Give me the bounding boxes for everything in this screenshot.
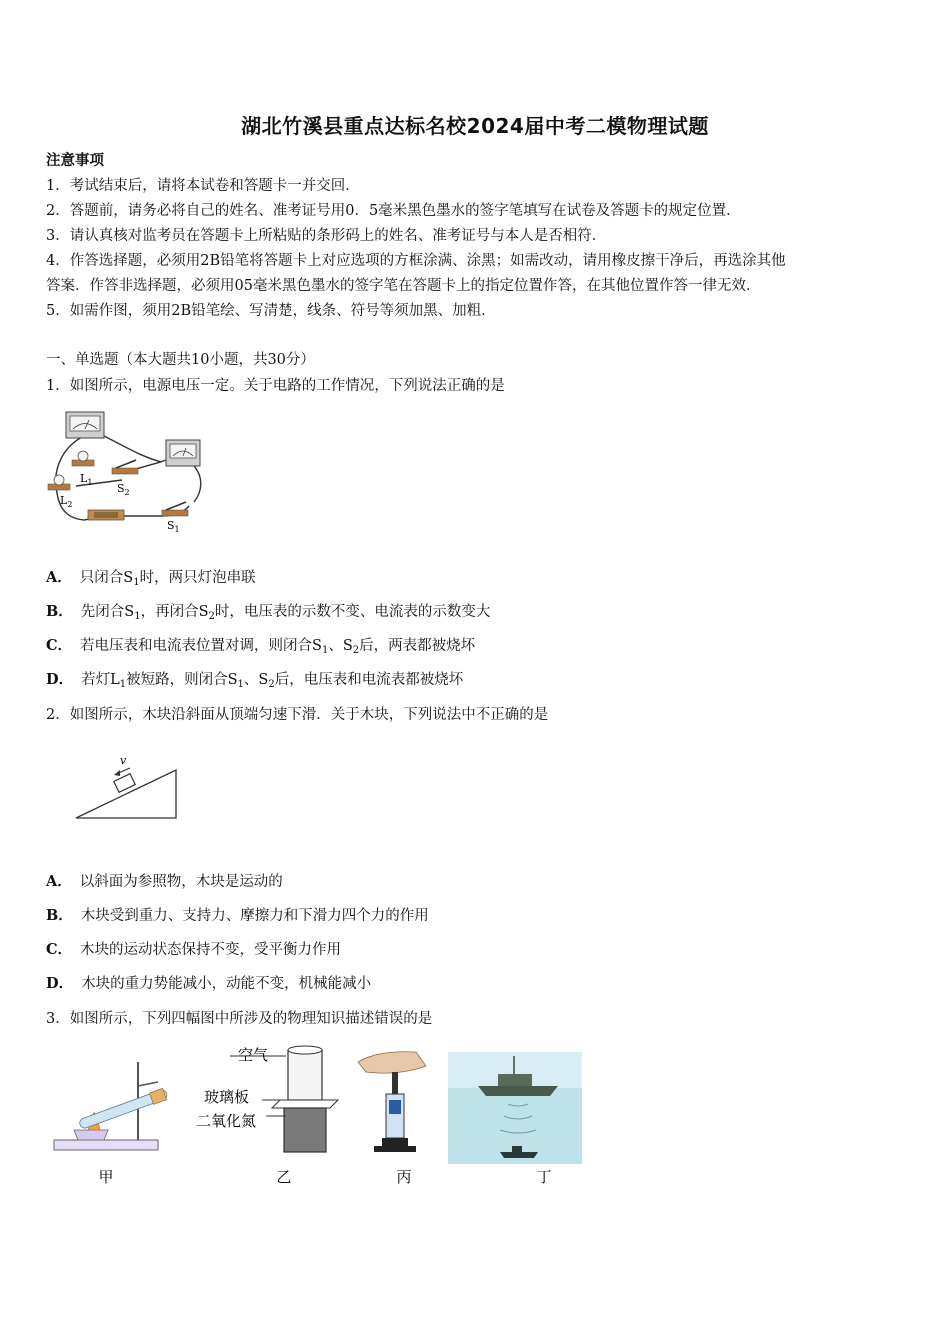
- circuit-figure: [44, 406, 214, 538]
- submarine-icon: [500, 1152, 538, 1158]
- figure-jia: [54, 1062, 169, 1150]
- hand-icon: [358, 1052, 426, 1073]
- notice-item: 2．答题前，请务必将自己的姓名、准考证号用0．5毫米黑色墨水的签字笔填写在试卷及答题卡的规定位置．: [46, 203, 741, 219]
- caption-jia: 甲: [98, 1168, 114, 1186]
- ship-icon: [478, 1086, 558, 1096]
- q2-option-b: B． 木块受到重力、支持力、摩擦力和下滑力四个力的作用: [46, 907, 429, 924]
- battery-icon: [88, 510, 124, 520]
- q1-option-c: C． 若电压表和电流表位置对调，则闭合$S_1$、$S_2$后，两表都被烧坏: [46, 637, 476, 656]
- label-air: 空气: [238, 1046, 269, 1064]
- caption-ding: 丁: [536, 1168, 552, 1186]
- bulb-l1-icon: [72, 451, 94, 466]
- caption-yi: 乙: [276, 1168, 292, 1186]
- notice-heading: 注意事项: [46, 152, 104, 169]
- voltmeter-icon: [166, 440, 200, 466]
- question-3-stem: 3．如图所示，下列四幅图中所涉及的物理知识描述错误的是: [46, 1011, 433, 1027]
- notice-item: 4．作答选择题，必须用2B铅笔将答题卡上对应选项的方框涂满、涂黑；如需改动，请用橡皮擦干净后，再选涂其他: [46, 253, 786, 269]
- label-no2: 二氧化氮: [196, 1112, 257, 1130]
- bulb-l2-icon: [48, 475, 70, 490]
- label-l1: $L_1$: [80, 472, 93, 487]
- notice-item: 5．如需作图，须用2B铅笔绘、写清楚，线条、符号等须加黑、加粗．: [46, 303, 496, 319]
- four-figures: [48, 1042, 588, 1192]
- velocity-label: v: [120, 754, 127, 767]
- q2-option-c: C． 木块的运动状态保持不变，受平衡力作用: [46, 941, 342, 958]
- label-l2: $L_2$: [60, 494, 73, 509]
- section-heading: 一、单选题（本大题共10小题，共30分）: [46, 352, 315, 368]
- q1-option-b: B． 先闭合$S_1$，再闭合$S_2$时，电压表的示数不变、电流表的示数变大: [46, 603, 491, 622]
- q1-option-a: A． 只闭合$S_1$时，两只灯泡串联: [46, 569, 256, 588]
- figure-ding: [448, 1052, 582, 1164]
- q2-option-a: A． 以斜面为参照物，木块是运动的: [46, 873, 283, 890]
- notice-item: 1．考试结束后，请将本试卷和答题卡一并交回．: [46, 178, 360, 194]
- notice-item: 答案．作答非选择题，必须用05毫米黑色墨水的签字笔在答题卡上的指定位置作答，在其他位置作答一律无效．: [46, 278, 761, 294]
- q1-option-d: D． 若灯$L_1$被短路，则闭合$S_1$、$S_2$后，电压表和电流表都被烧坏: [46, 671, 464, 690]
- notice-item: 3．请认真核对监考员在答题卡上所粘贴的条形码上的姓名、准考证号与本人是否相符．: [46, 228, 607, 244]
- question-2-stem: 2．如图所示，木块沿斜面从顶端匀速下滑．关于木块，下列说法中不正确的是: [46, 707, 549, 723]
- q2-option-d: D． 木块的重力势能减小，动能不变，机械能减小: [46, 975, 372, 992]
- switch-s2-icon: [112, 460, 138, 474]
- question-1-stem: 1．如图所示，电源电压一定。关于电路的工作情况，下列说法正确的是: [46, 378, 505, 394]
- figure-yi: [196, 1046, 338, 1152]
- ammeter-icon: [66, 412, 104, 438]
- label-s2: $S_2$: [117, 482, 130, 497]
- page-title: 湖北竹溪县重点达标名校2024届中考二模物理试题: [241, 114, 709, 138]
- label-glass: 玻璃板: [204, 1088, 250, 1106]
- caption-bing: 丙: [396, 1168, 412, 1186]
- incline-figure: [70, 752, 184, 824]
- block-icon: [114, 774, 135, 793]
- switch-s1-icon: [162, 502, 188, 516]
- label-s1: $S_1$: [167, 519, 180, 534]
- figure-bing: [358, 1052, 426, 1152]
